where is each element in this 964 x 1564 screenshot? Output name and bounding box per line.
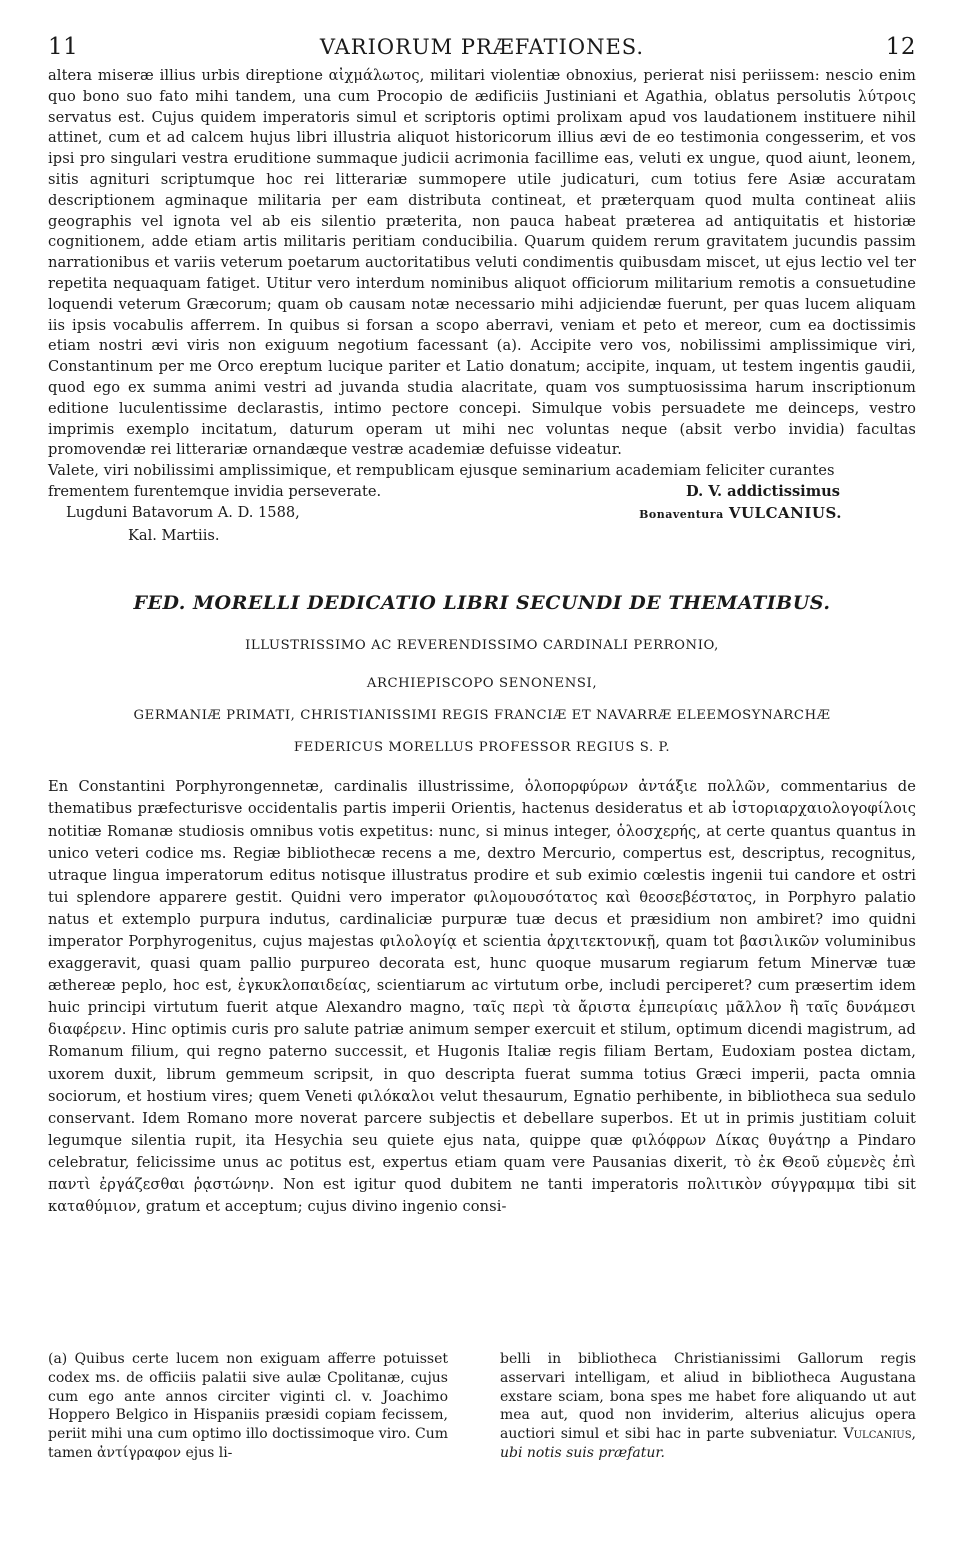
addictissimus-line: D. V. addictissimus	[685, 482, 840, 500]
signature-first-name: Bonaventura	[639, 507, 724, 521]
kalends-date: Kal. Martiis.	[128, 526, 220, 544]
address-line-3: GERMANIÆ PRIMATI, CHRISTIANISSIMI REGIS FRANCIÆ ET NAVARRÆ ELEEMOSYNARCHÆ	[133, 708, 831, 724]
signature-row	[48, 503, 916, 526]
footnote-signature: Vulcanius,	[843, 1426, 916, 1443]
left-page-number: 11	[48, 34, 79, 60]
footnote-tail: ubi notis suis præfatur.	[500, 1444, 665, 1461]
address-line-1: ILLUSTRISSIMO AC REVERENDISSIMO CARDINALI PERRONIO,	[245, 638, 719, 654]
running-header	[48, 34, 916, 60]
preface-paragraph: altera miseræ illius urbis direptione αἰχμάλωτος, militari violentiæ obnoxius, perierat nisi periissem: nescio enim quo bono suo fato mihi tandem, una cum Procopio de ædificiis Justiniani et Agathia, oblatus persolutis λύτροις servatus est. Cujus quidem imperatoris simul et scriptoris optimi prolixam apud vos laudationem instituere nihil attinet, cum et ad calcem hujus libri illustria aliquot historicorum illius ævi de eo testimonia congesserim, et vos ipsi pro singulari vestra eruditione summaque judicii acrimonia facillime eas, veluti ex ungue, quod aiunt, leonem, sitis agnituri scriptumque hoc rei litterariæ summopere utile judicaturi, cum totius fere Asiæ accuratam descriptionem agminaque militaria per eam distributa contineat, et præterquam quod multa contineat aliis geographis vel ignota vel ab eis silentio præterita, non pauca habeat præterea ad antiquitatis et historiæ cognitionem, adde etiam artis militaris peritiam conducibilia. Quarum quidem rerum gravitatem jucundis passim narrationibus et variis veterum poetarum auctoritatibus veluti condimentis quibusdam miscet, ut ejus lectio vel ter repetita nequaquam fatiget. Utitur vero interdum nominibus aliquot officiorum militarium remotis a consuetudine loquendi veterum Græcorum; quam ob causam notæ necessario mihi adjiciendæ fuerunt, per quas lucem aliquam iis ipsis vocabulis afferrem. In quibus si forsan a scopo aberravi, veniam et peto et mereor, cum ea doctissimis etiam nostri ævi viris non exiguum negotium facessant (a). Accipite vero vos, nobilissimi amplissimique viri, Constantinum per me Orco ereptum lucique pariter et Latio donatum; accipite, inquam, ut testem ingentis gaudii, quod ego ex summa animi vestri ad juvanda studia alacritate, quam vos sumptuosissima harum inscriptionum editione luculentissime declarastis, intimo pectore concepi. Simulque vobis persuadete me deinceps, vestro imprimis exemplo incitatum, daturum operam ut mihi nec voluntas neque (absit verbo invidia) facultas promovendæ rei litterariæ ornandæque vestræ academiæ defuisse videatur.	[48, 67, 916, 459]
right-page-number: 12	[885, 34, 916, 60]
valediction-text: Valete, viri nobilissimi amplissimique, et rempublicam ejusque seminarium academiam feliciter curantes	[48, 462, 835, 480]
section-title: FED. MORELLI DEDICATIO LIBRI SECUNDI DE THEMATIBUS.	[133, 592, 831, 615]
valediction-end: frementem furentemque invidia perseverate.	[48, 482, 382, 500]
footnote-right-column	[500, 1350, 916, 1463]
valediction-paragraph	[48, 461, 916, 482]
valediction-close	[48, 482, 916, 503]
footnote-left-column: (a) Quibus certe lucem non exiguam afferre potuisset codex ms. de officiis palatii sive aulæ Cpolitanæ, cujus cum ego ante annos circiter viginti cl. v. Joachimo Hoppero Belgico in Hispaniis præsidi copiam fecissem, periit mihi una cum optimo illo doctissimoque viro. Cum tamen ἀντίγραφον ejus li-	[48, 1351, 448, 1461]
dedication-body: En Constantini Porphyrongennetæ, cardinalis illustrissime, ὁλοπορφύρων ἀντάξιε πολλῶν, commentarius de thematibus præfecturisve occidentalis partis imperii Orientis, hactenus desideratus et ab ἱστοριαρχαιολογοφίλοις notitiæ Romanæ studiosis omnibus votis expetitus: nunc, si minus integer, ὁλοσχερής, at certe quantus quantus in unico veteri codice ms. Regiæ bibliothecæ recens a me, dextro Mercurio, compertus est, descriptus, recognitus, utraque lingua imperatorum editus notisque illustratus prodire et sub eximio cœlestis ingenii tui candore et ostri tui splendore apparere gestit. Quidni vero imperator φιλομουσότατος καὶ θεοσεβέστατος, in Porphyro palatio natus et extemplo purpura indutus, cardinaliciæ purpuræ tuæ decus et præsidium non ambiret? imo quidni imperator Porphyrogenitus, cujus majestas φιλολογίᾳ et scientia ἀρχιτεκτονικῇ, quam tot βασιλικῶν voluminibus exaggeravit, quasi quam pallio purpureo decorata est, hunc quoque musarum regiarum fetum Minervæ tuæ æthereæ peplo, hoc est, ἐγκυκλοπαιδείας, scientiarum ac virtutum orbe, includi perciperet? cum præsertim idem huic principi virtutum fuerit atque Alexandro magno, ταῖς περὶ τὰ ἄριστα ἐμπειρίαις μᾶλλον ἢ ταῖς δυνάμεσι διαφέρειν. Hinc optimis curis pro salute patriæ animum semper exercuit et stilum, optimum dicendi magistrum, ad Romanum filium, qui regno paterno successit, et Hugonis Italiæ regis filiam Bertam, Eudoxiam postea dictam, uxorem duxit, librum gemmeum scripsit, in quo descripta fuerat summa totius Græci imperii, pacta omnia sociorum, et hostium vires; quem Veneti φιλόκαλοι velut thesaurum, Egnatio perhibente, in bibliotheca sua sedulo conservant. Idem Romano more noverat parcere subjectis et debellare superbos. Et ut in primis justitiam coluit legumque silentia rupit, ita Hesychia seu quiete ejus nata, quippe quæ φιλόφρων Δίκας θυγάτηρ a Pindaro celebratur, felicissime unus ac potitus est, expertus etiam quam vere Pausanias dixerit, τὸ ἐκ Θεοῦ εὐμενὲς ἐπὶ παντὶ ἐργάζεσθαι ῥᾳστώνην. Non est igitur quod dubitem ne tanti imperatoris πολιτικὸν σύγγραμμα tibi sit καταθύμιον, gratum et acceptum; cujus divino ingenio consi-	[48, 778, 916, 1216]
signature-surname: VULCANIUS.	[728, 503, 842, 522]
running-title: VARIORUM PRÆFATIONES.	[319, 35, 645, 59]
place-date: Lugduni Batavorum A. D. 1588,	[66, 503, 300, 521]
address-line-2: ARCHIEPISCOPO SENONENSI,	[366, 676, 598, 692]
footnotes	[48, 1350, 916, 1463]
footnote-right-text: belli in bibliotheca Christianissimi Gallorum regis asservari intelligam, et aliud in bibliotheca Augustana exstare sciam, bona spes me habet fore aliquando ut aut mea aut, quod non inviderim, alterius alicujus opera auctiori simul et sibi hac in parte subveniatur.	[500, 1351, 916, 1443]
address-line-4: FEDERICUS MORELLUS PROFESSOR REGIUS S. P.	[293, 740, 671, 756]
signature	[639, 503, 916, 526]
page	[48, 34, 916, 1461]
